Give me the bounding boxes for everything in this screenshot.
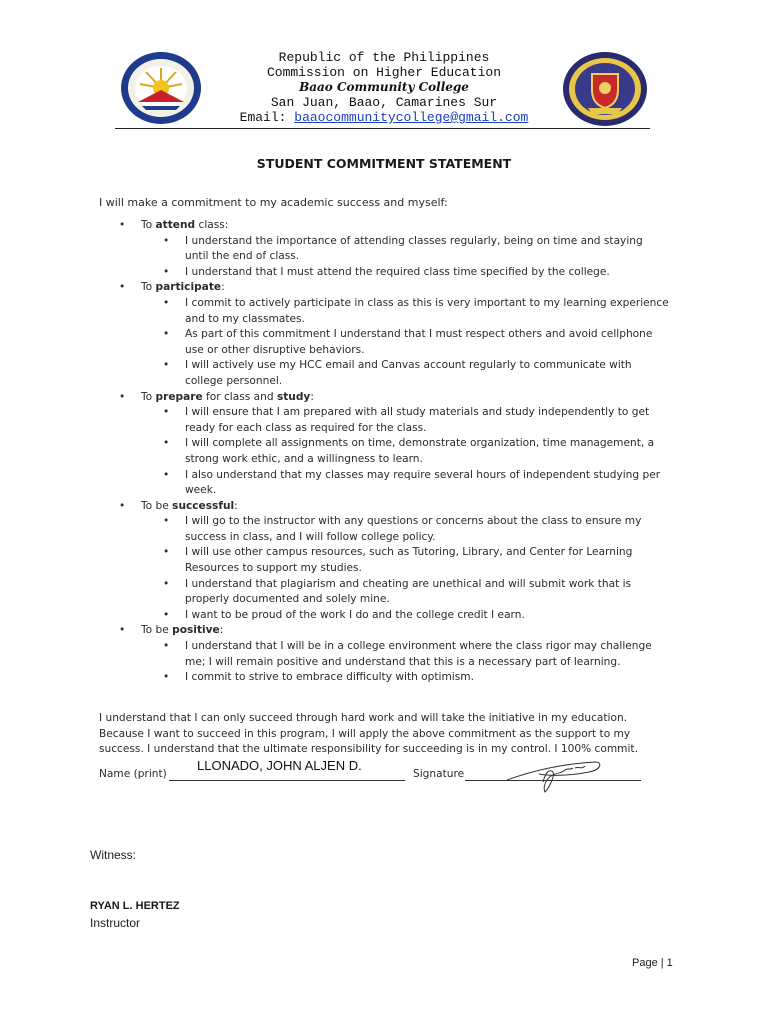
list-item: • I want to be proud of the work I do and the college credit I earn. (99, 608, 669, 624)
name-label: Name (print) (99, 768, 167, 780)
list-item: • I commit to strive to embrace difficulty with optimism. (99, 670, 669, 686)
list-item: • I will actively use my HCC email and Canvas account regularly to communicate with college personnel. (99, 358, 669, 389)
section-successful (99, 499, 669, 624)
section-positive (99, 623, 669, 685)
witness-label: Witness: (90, 848, 137, 862)
list-item: • I commit to actively participate in class as this is very important to my learning experience and to my classmates. (99, 296, 669, 327)
letterhead-republic: Republic of the Philippines (278, 50, 490, 65)
header-divider (115, 128, 650, 129)
handwritten-signature (499, 754, 609, 794)
list-item: • I understand the importance of attending classes regularly, being on time and staying until the end of class. (99, 234, 669, 265)
list-item: • I also understand that my classes may require several hours of independent studying per week. (99, 468, 669, 499)
printed-name: LLONADO, JOHN ALJEN D. (197, 758, 362, 773)
section-heading: • To attend class: (99, 218, 669, 234)
letterhead-commission: Commission on Higher Education (266, 65, 502, 80)
section-heading: • To participate: (99, 280, 669, 296)
document-title: STUDENT COMMITMENT STATEMENT (256, 156, 512, 171)
list-item: • I will use other campus resources, such as Tutoring, Library, and Center for Learning Resources to support my studies. (99, 545, 669, 576)
list-item: • I will go to the instructor with any questions or concerns about the class to ensure my success in class, and I will follow college policy. (99, 514, 669, 545)
section-heading: • To be successful: (99, 499, 669, 515)
instructor-role: Instructor (90, 916, 141, 930)
instructor-name: RYAN L. HERTEZ (90, 900, 180, 912)
name-underline (169, 780, 405, 781)
intro-statement: I will make a commitment to my academic success and myself: (99, 196, 448, 209)
letterhead-address: San Juan, Baao, Camarines Sur (270, 95, 498, 110)
section-heading: • To prepare for class and study: (99, 390, 669, 406)
section-heading: • To be positive: (99, 623, 669, 639)
section-attend (99, 218, 669, 280)
list-item: • I will ensure that I am prepared with all study materials and study independently to get ready for each class as required for the class. (99, 405, 669, 436)
list-item: • I understand that plagiarism and cheating are unethical and will submit work that is properly documented and solely mine. (99, 577, 669, 608)
letterhead-email-row (0, 110, 768, 125)
section-prepare (99, 390, 669, 499)
list-item: • I understand that I will be in a college environment where the class rigor may challenge me; I will remain positive and understand that this is a necessary part of learning. (99, 639, 669, 670)
list-item: • I will complete all assignments on time, demonstrate organization, time management, a strong work ethic, and a willingness to learn. (99, 436, 669, 467)
commitment-list (99, 218, 669, 686)
section-participate (99, 280, 669, 389)
closing-statement: I understand that I can only succeed through hard work and will take the initiative in my education. Because I want to succeed in this program, I will apply the above commitment as the support to my success. I understand that the ultimate responsibility for succeeding is in my control. I 100% commit. (99, 712, 638, 756)
list-item: • As part of this commitment I understand that I must respect others and avoid cellphone use or other disruptive behaviors. (99, 327, 669, 358)
list-item: • I understand that I must attend the required class time specified by the college. (99, 265, 669, 281)
signature-block (99, 758, 659, 786)
letterhead-college-name: Baao Community College (299, 80, 469, 94)
signature-label: Signature (413, 768, 465, 780)
page-number: Page | 1 (632, 957, 673, 969)
email-link[interactable]: baaocommunitycollege@gmail.com (294, 110, 529, 125)
email-label: Email: (239, 110, 287, 125)
letterhead (0, 50, 768, 125)
